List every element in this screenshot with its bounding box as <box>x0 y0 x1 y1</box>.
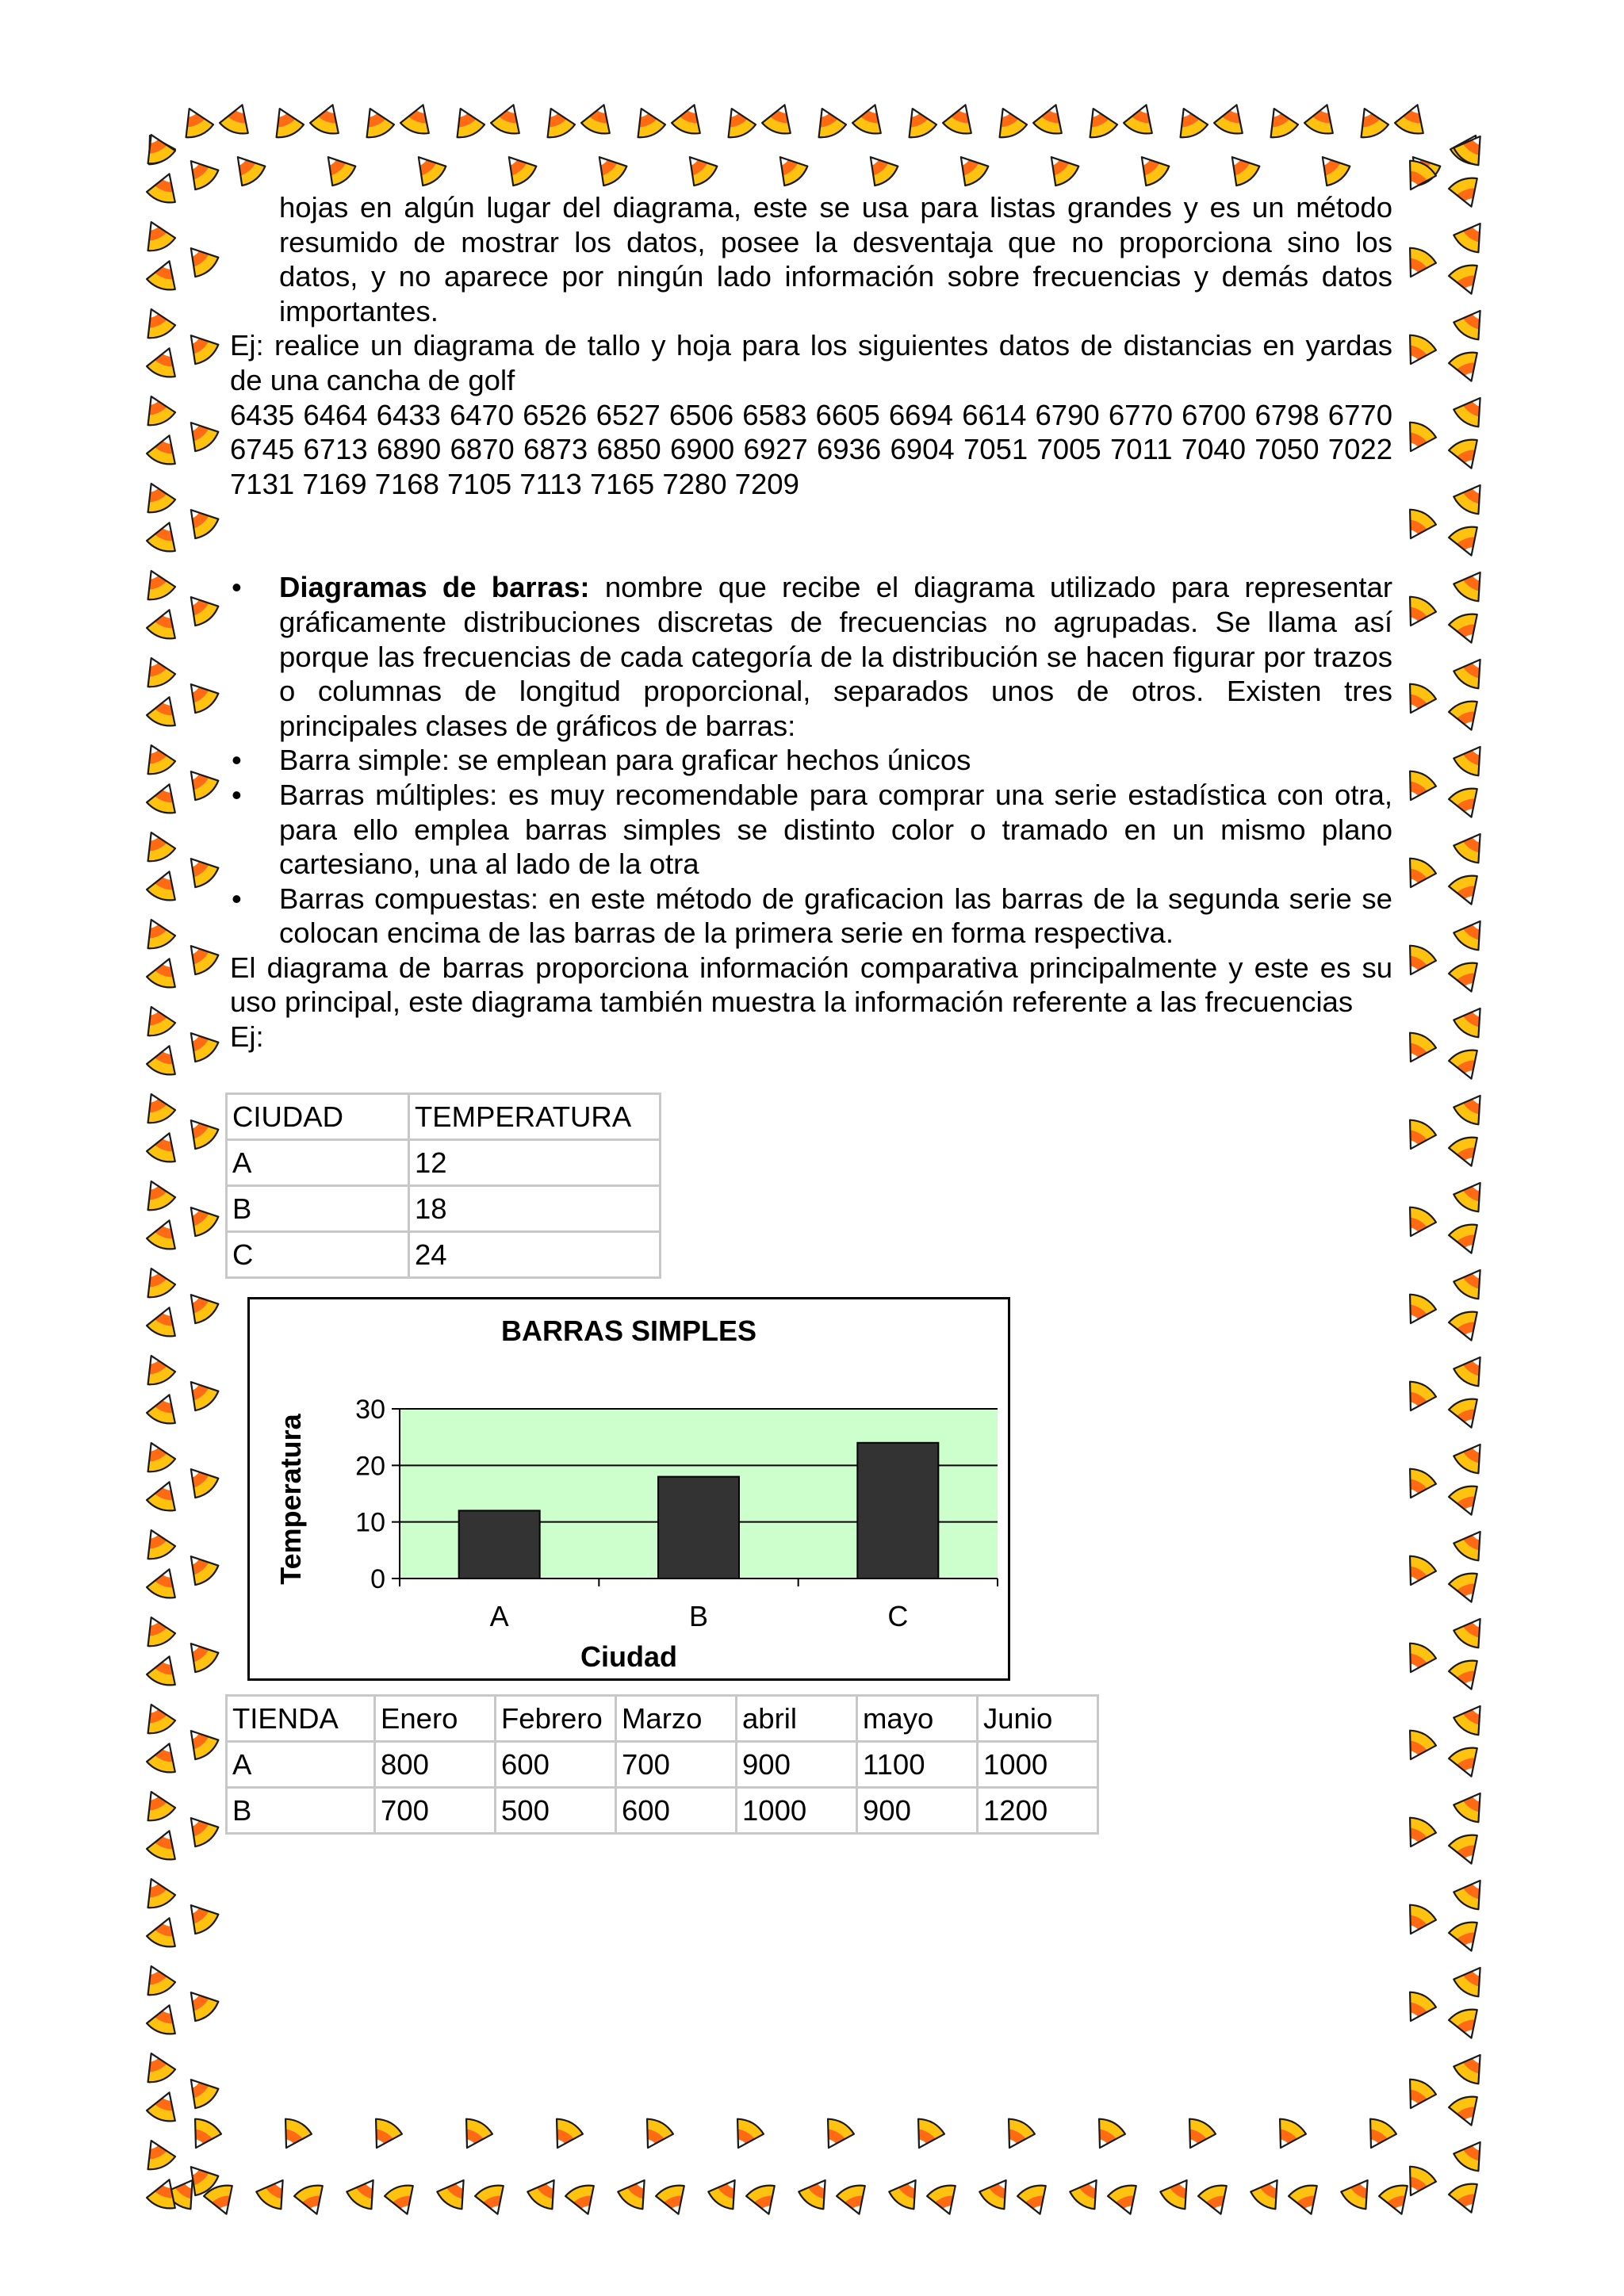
candy-corn-icon <box>1260 102 1300 141</box>
candy-corn-icon <box>1398 1116 1438 1156</box>
header-cell: Enero <box>375 1696 496 1742</box>
candy-corn-icon <box>446 102 486 141</box>
example-prompt-golf: Ej: realice un diagrama de tallo y hoja para los siguientes datos de distancias en yardas de una cancha de golf <box>230 329 1392 396</box>
candy-corn-icon <box>1398 1203 1438 1243</box>
barra-simple-text: Barra simple: se emplean para graficar hechos únicos <box>279 744 971 777</box>
x-axis-label: Ciudad <box>580 1640 677 1673</box>
candy-corn-icon <box>137 739 177 778</box>
x-tick-label: B <box>688 1600 709 1632</box>
candy-corn-icon <box>1398 1814 1438 1854</box>
candy-corn-icon <box>615 2172 657 2212</box>
candy-corn-icon <box>407 147 448 189</box>
candy-corn-icon <box>1447 1744 1485 1781</box>
candy-corn-icon <box>145 169 183 206</box>
candy-corn-icon <box>145 1303 183 1340</box>
candy-corn-icon <box>1451 1261 1492 1302</box>
candy-corn-icon <box>1451 1436 1492 1476</box>
bar-chart-svg <box>250 1299 1008 1678</box>
header-cell-temperatura: TEMPERATURA <box>409 1094 661 1140</box>
candy-corn-icon <box>1212 100 1251 137</box>
candy-corn-icon <box>1170 102 1209 141</box>
table-row <box>227 1186 661 1232</box>
table-row <box>227 1140 661 1186</box>
candy-corn-icon <box>183 2115 224 2155</box>
candy-corn-icon <box>1032 100 1070 137</box>
candy-corn-icon <box>1447 1919 1485 1956</box>
candy-corn-icon <box>137 1785 177 1824</box>
candy-corn-icon <box>1067 2172 1109 2212</box>
candy-corn-icon <box>835 2182 873 2219</box>
table-cell: 700 <box>616 1742 737 1788</box>
candy-corn-icon <box>145 256 183 293</box>
x-tick-label: C <box>887 1600 909 1632</box>
candy-corn-icon <box>1451 1872 1492 1912</box>
candy-corn-icon <box>1451 1610 1492 1651</box>
table-cell: 500 <box>496 1788 616 1834</box>
candy-corn-icon <box>145 343 183 381</box>
candy-corn-icon <box>1451 1697 1492 1738</box>
candy-corn-icon <box>1358 2115 1399 2155</box>
candy-corn-icon <box>1447 1657 1485 1694</box>
table-cell: A <box>227 1742 375 1788</box>
candy-corn-icon <box>1398 244 1438 284</box>
candy-corn-icon <box>1451 1349 1492 1389</box>
candy-corn-icon <box>489 100 527 137</box>
table-header-row <box>227 1094 661 1140</box>
candy-corn-icon <box>145 1477 183 1514</box>
bar-A <box>459 1510 540 1578</box>
example-label: Ej: <box>230 1020 264 1054</box>
table-row <box>227 1232 661 1278</box>
candy-corn-icon <box>1398 767 1438 807</box>
candy-corn-icon <box>1447 1395 1485 1433</box>
header-cell: Marzo <box>616 1696 737 1742</box>
table-cell: 1000 <box>737 1788 857 1834</box>
candy-corn-icon <box>1451 2046 1492 2087</box>
candy-corn-icon <box>1447 959 1485 997</box>
bullet-barra-simple <box>230 743 1392 778</box>
candy-corn-icon <box>344 2172 385 2212</box>
candy-corn-icon <box>356 102 396 141</box>
candy-corn-icon <box>1451 215 1492 255</box>
candy-corn-icon <box>1398 855 1438 894</box>
candy-corn-icon <box>137 216 177 254</box>
paragraph-stem-leaf-description: hojas en algún lugar del diagrama, este se usa para listas grandes y es un método resumido de mostrar los datos, posee la desventaja que no proporciona sino los datos, y no aparece por ningún lado información sobre frecuencias y demás datos importantes. <box>279 191 1392 327</box>
candy-corn-icon <box>706 2172 747 2212</box>
candy-corn-icon <box>308 100 347 137</box>
bullet-barras-multiples <box>230 778 1392 882</box>
bullet-dot: • <box>232 778 242 811</box>
candy-corn-icon <box>145 1826 183 1863</box>
candy-corn-icon <box>525 2172 566 2212</box>
candy-corn-icon <box>1016 2182 1054 2219</box>
candy-corn-icon <box>1447 1483 1485 1520</box>
bullet-dot: • <box>232 744 242 777</box>
candy-corn-icon <box>1398 331 1438 371</box>
candy-corn-icon <box>768 147 810 189</box>
bar-B <box>658 1477 739 1578</box>
candy-corn-icon <box>1287 2182 1325 2219</box>
table-cell: B <box>227 1186 409 1232</box>
candy-corn-icon <box>906 2115 947 2155</box>
candy-corn-icon <box>179 1634 220 1675</box>
header-cell: Junio <box>978 1696 1098 1742</box>
candy-corn-icon <box>179 1024 220 1065</box>
table-cell: 600 <box>496 1742 616 1788</box>
candy-corn-icon <box>145 954 183 991</box>
candy-corn-icon <box>1158 2172 1199 2212</box>
table-cell: 900 <box>857 1788 978 1834</box>
candy-corn-icon <box>145 518 183 555</box>
candy-corn-icon <box>137 1088 177 1127</box>
candy-corn-icon <box>145 779 183 817</box>
candy-corn-icon <box>580 100 618 137</box>
candy-corn-icon <box>179 2070 220 2111</box>
candy-corn-icon <box>1178 2115 1218 2155</box>
table-row <box>227 1742 1098 1788</box>
candy-corn-icon <box>1451 738 1492 779</box>
candy-corn-icon <box>179 1460 220 1501</box>
candy-corn-icon <box>1398 1988 1438 2028</box>
candy-corn-icon <box>254 2172 295 2212</box>
candy-corn-icon <box>137 1001 177 1039</box>
candy-corn-icon <box>1451 564 1492 604</box>
candy-corn-icon <box>1447 698 1485 735</box>
candy-corn-icon <box>137 1262 177 1301</box>
candy-corn-icon <box>179 151 220 193</box>
candy-corn-icon <box>1451 1087 1492 1127</box>
candy-corn-icon <box>179 239 220 280</box>
candy-corn-icon <box>1447 610 1485 648</box>
candy-corn-icon <box>887 2172 928 2212</box>
candy-corn-icon <box>145 2000 183 2038</box>
table-cell: B <box>227 1788 375 1834</box>
candy-corn-icon <box>745 2182 783 2219</box>
candy-corn-icon <box>851 100 889 137</box>
candy-corn-icon <box>145 1564 183 1601</box>
header-cell-ciudad: CIUDAD <box>227 1094 409 1140</box>
table-cell: 600 <box>616 1788 737 1834</box>
candy-corn-icon <box>137 1349 177 1388</box>
candy-corn-icon <box>1451 2133 1492 2174</box>
y-axis-label: Temperatura <box>274 1414 307 1585</box>
candy-corn-icon <box>989 102 1028 141</box>
candy-corn-icon <box>137 128 177 167</box>
candy-corn-icon <box>1122 100 1160 137</box>
table-cell: 12 <box>409 1140 661 1186</box>
candy-corn-icon <box>179 326 220 367</box>
y-tick-label: 0 <box>370 1564 385 1594</box>
table-cell: 1100 <box>857 1742 978 1788</box>
candy-corn-icon <box>588 147 629 189</box>
candy-corn-icon <box>179 849 220 890</box>
candy-corn-icon <box>1398 1378 1438 1418</box>
candy-corn-icon <box>1447 1047 1485 1084</box>
candy-corn-icon <box>1451 389 1492 430</box>
candy-corn-icon <box>760 100 799 137</box>
candy-corn-icon <box>1451 1785 1492 1825</box>
candy-corn-icon <box>137 2047 177 2086</box>
bullet-dot: • <box>232 571 242 604</box>
candy-corn-icon <box>1398 1727 1438 1766</box>
candy-corn-icon <box>1311 147 1352 189</box>
candy-corn-icon <box>898 102 938 141</box>
candy-corn-icon <box>137 1873 177 1911</box>
candy-corn-icon <box>1447 1221 1485 1258</box>
x-tick-label: A <box>489 1600 509 1632</box>
paragraph-bar-diagram-use: El diagrama de barras proporciona información comparativa principalmente y este es su uso principal, este diagrama también muestra la información referente a las frecuencias <box>230 951 1392 1019</box>
candy-corn-icon <box>316 147 358 189</box>
candy-corn-icon <box>1398 1029 1438 1069</box>
candy-corn-icon <box>1447 1831 1485 1869</box>
y-tick-label: 30 <box>355 1395 385 1425</box>
bar-chart <box>247 1297 1010 1681</box>
bar-diagram-definition: nombre que recibe el diagrama utilizado para representar gráficamente distribuciones discretas de frecuencias no agrupadas. Se llama así porque las frecuencias de cada categoría de la distribución se hacen figurar por trazos o columnas de longitud proporcional, separados unos de otros. Existen tres principales clases de gráficos de barras: <box>279 571 1392 742</box>
candy-corn-icon <box>137 826 177 865</box>
candy-corn-icon <box>179 1983 220 2024</box>
candy-corn-icon <box>1451 1000 1492 1040</box>
header-cell: mayo <box>857 1696 978 1742</box>
candy-corn-icon <box>383 2182 421 2219</box>
candy-corn-icon <box>399 100 437 137</box>
candy-corn-icon <box>473 2182 511 2219</box>
candy-corn-icon <box>1398 942 1438 982</box>
candy-corn-icon <box>1398 1552 1438 1592</box>
candy-corn-icon <box>179 936 220 978</box>
candy-corn-icon <box>1447 2180 1485 2218</box>
candy-corn-icon <box>1447 2006 1485 2043</box>
candy-corn-icon <box>435 2172 476 2212</box>
candy-corn-icon <box>1451 1523 1492 1563</box>
candy-corn-icon <box>1451 302 1492 342</box>
candy-corn-icon <box>654 2182 692 2219</box>
candy-corn-icon <box>1451 128 1492 168</box>
candy-corn-icon <box>949 147 990 189</box>
header-cell: abril <box>737 1696 857 1742</box>
candy-corn-icon <box>1451 1174 1492 1215</box>
candy-corn-icon <box>179 1372 220 1414</box>
table-cell: 800 <box>375 1742 496 1788</box>
candy-corn-icon <box>1447 523 1485 561</box>
candy-corn-icon <box>137 1175 177 1214</box>
candy-corn-icon <box>137 477 177 516</box>
candy-corn-icon <box>1040 147 1081 189</box>
bullet-barras-compuestas <box>230 882 1392 951</box>
candy-corn-icon <box>1451 651 1492 691</box>
candy-corn-icon <box>145 867 183 904</box>
candy-corn-icon <box>1398 419 1438 458</box>
candy-corn-icon <box>137 652 177 691</box>
candy-corn-icon <box>145 1913 183 1950</box>
table-row <box>227 1788 1098 1834</box>
candy-corn-icon <box>1339 2172 1380 2212</box>
candy-corn-icon <box>179 413 220 454</box>
candy-corn-icon <box>274 2115 314 2155</box>
candy-corn-icon <box>859 147 900 189</box>
candy-corn-icon <box>808 102 848 141</box>
candy-corn-icon <box>1398 2076 1438 2115</box>
candy-corn-icon <box>145 1215 183 1253</box>
candy-corn-icon <box>1087 2115 1128 2155</box>
candy-corn-icon <box>137 303 177 342</box>
candy-corn-icon <box>1398 680 1438 720</box>
temperature-table <box>225 1093 661 1279</box>
candy-corn-icon <box>179 587 220 629</box>
candy-corn-icon <box>627 102 667 141</box>
candy-corn-icon <box>226 147 267 189</box>
candy-corn-icon <box>137 1698 177 1737</box>
candy-corn-icon <box>145 692 183 729</box>
candy-corn-icon <box>179 1721 220 1762</box>
candy-corn-icon <box>1447 2093 1485 2130</box>
candy-corn-icon <box>179 1808 220 1850</box>
candy-corn-icon <box>1393 100 1431 137</box>
candy-corn-icon <box>678 147 719 189</box>
y-tick-label: 20 <box>355 1451 385 1482</box>
candy-corn-icon <box>1447 1308 1485 1345</box>
candy-corn-icon <box>137 1960 177 1999</box>
candy-corn-icon <box>137 390 177 429</box>
candy-corn-icon <box>179 1111 220 1152</box>
candy-corn-icon <box>1451 913 1492 953</box>
plot-area <box>355 1395 998 1632</box>
term-diagramas-de-barras: Diagramas de barras: <box>279 571 590 604</box>
candy-corn-icon <box>1447 262 1485 299</box>
candy-corn-icon <box>1268 2115 1308 2155</box>
candy-corn-icon <box>137 564 177 603</box>
chart-title: BARRAS SIMPLES <box>500 1314 757 1347</box>
candy-corn-icon <box>454 2115 495 2155</box>
candy-corn-icon <box>1398 1901 1438 1941</box>
candy-corn-icon <box>545 2115 585 2155</box>
candy-corn-icon <box>1303 100 1341 137</box>
table-cell: A <box>227 1140 409 1186</box>
candy-corn-icon <box>145 430 183 468</box>
candy-corn-icon <box>293 2182 331 2219</box>
candy-corn-icon <box>145 1041 183 1078</box>
candy-corn-icon <box>137 913 177 952</box>
candy-corn-icon <box>1447 1570 1485 1607</box>
candy-corn-icon <box>1447 1134 1485 1171</box>
candy-corn-icon <box>1447 174 1485 212</box>
candy-corn-icon <box>179 1547 220 1588</box>
candy-corn-icon <box>179 762 220 803</box>
candy-corn-icon <box>145 605 183 642</box>
candy-corn-icon <box>1398 1291 1438 1330</box>
candy-corn-icon <box>1398 1465 1438 1505</box>
table-cell: 700 <box>375 1788 496 1834</box>
candy-corn-icon <box>137 2134 177 2173</box>
barras-multiples-text: Barras múltiples: es muy recomendable para comprar una serie estadística con otra, para ello emplea barras simples se distinto color o tramado en un mismo plano cartesiano, una al lado de la otra <box>279 778 1392 881</box>
candy-corn-icon <box>1451 825 1492 866</box>
barras-compuestas-text: Barras compuestas: en este método de graficacion las barras de la segunda serie se colocan encima de las barras de la primera serie en forma respectiva. <box>279 882 1392 950</box>
store-sales-table <box>225 1694 1099 1835</box>
bar-C <box>857 1443 938 1578</box>
candy-corn-icon <box>1398 1640 1438 1679</box>
candy-corn-icon <box>145 1390 183 1427</box>
table-cell: 18 <box>409 1186 661 1232</box>
candy-corn-icon <box>1106 2182 1144 2219</box>
candy-corn-icon <box>1248 2172 1289 2212</box>
candy-corn-icon <box>537 102 576 141</box>
header-cell: TIENDA <box>227 1696 375 1742</box>
candy-corn-icon <box>1130 147 1171 189</box>
document-body <box>230 190 1392 1054</box>
candy-corn-icon <box>145 1128 183 1165</box>
table-header-row <box>227 1696 1098 1742</box>
candy-corn-icon <box>1398 506 1438 545</box>
candy-corn-icon <box>1079 102 1119 141</box>
table-cell: 1200 <box>978 1788 1098 1834</box>
candy-corn-icon <box>137 1611 177 1650</box>
candy-corn-icon <box>941 100 979 137</box>
candy-corn-icon <box>179 1285 220 1326</box>
y-tick-label: 10 <box>355 1507 385 1538</box>
candy-corn-icon <box>175 102 215 141</box>
candy-corn-icon <box>497 147 538 189</box>
candy-corn-icon <box>796 2172 837 2212</box>
candy-corn-icon <box>364 2115 404 2155</box>
candy-corn-icon <box>997 2115 1037 2155</box>
candy-corn-icon <box>1197 2182 1235 2219</box>
candy-corn-icon <box>1447 785 1485 822</box>
table-cell: 900 <box>737 1742 857 1788</box>
candy-corn-icon <box>816 2115 856 2155</box>
candy-corn-icon <box>1220 147 1262 189</box>
candy-corn-icon <box>179 1198 220 1239</box>
candy-corn-icon <box>925 2182 963 2219</box>
candy-corn-icon <box>137 1437 177 1475</box>
candy-corn-icon <box>266 102 305 141</box>
candy-corn-icon <box>1398 593 1438 633</box>
candy-corn-icon <box>670 100 708 137</box>
candy-corn-icon <box>179 500 220 541</box>
candy-corn-icon <box>218 100 256 137</box>
table-cell: C <box>227 1232 409 1278</box>
candy-corn-icon <box>1447 436 1485 473</box>
bullet-bar-diagrams <box>230 570 1392 743</box>
candy-corn-icon <box>1447 872 1485 909</box>
candy-corn-icon <box>564 2182 602 2219</box>
golf-distance-numbers: 6435 6464 6433 6470 6526 6527 6506 6583 6605 6694 6614 6790 6770 6700 6798 6770 6745 6713 6890 6870 6873 6850 6900 6927 6936 6904 7051 7005 7011 7040 7050 7022 7131 7169 7168 7105 7113 7165 7280 7209 <box>230 398 1392 500</box>
candy-corn-icon <box>1447 349 1485 386</box>
table-cell: 24 <box>409 1232 661 1278</box>
candy-corn-icon <box>726 2115 766 2155</box>
candy-corn-icon <box>145 1651 183 1689</box>
candy-corn-icon <box>977 2172 1018 2212</box>
candy-corn-icon <box>179 1896 220 1937</box>
candy-corn-icon <box>145 2087 183 2125</box>
candy-corn-icon <box>1350 102 1390 141</box>
candy-corn-icon <box>718 102 757 141</box>
candy-corn-icon <box>1451 1959 1492 1999</box>
header-cell: Febrero <box>496 1696 616 1742</box>
candy-corn-icon <box>1451 476 1492 517</box>
candy-corn-icon <box>145 1739 183 1776</box>
bullet-dot: • <box>232 882 242 915</box>
candy-corn-icon <box>179 675 220 716</box>
candy-corn-icon <box>137 1524 177 1563</box>
table-cell: 1000 <box>978 1742 1098 1788</box>
candy-corn-icon <box>635 2115 676 2155</box>
